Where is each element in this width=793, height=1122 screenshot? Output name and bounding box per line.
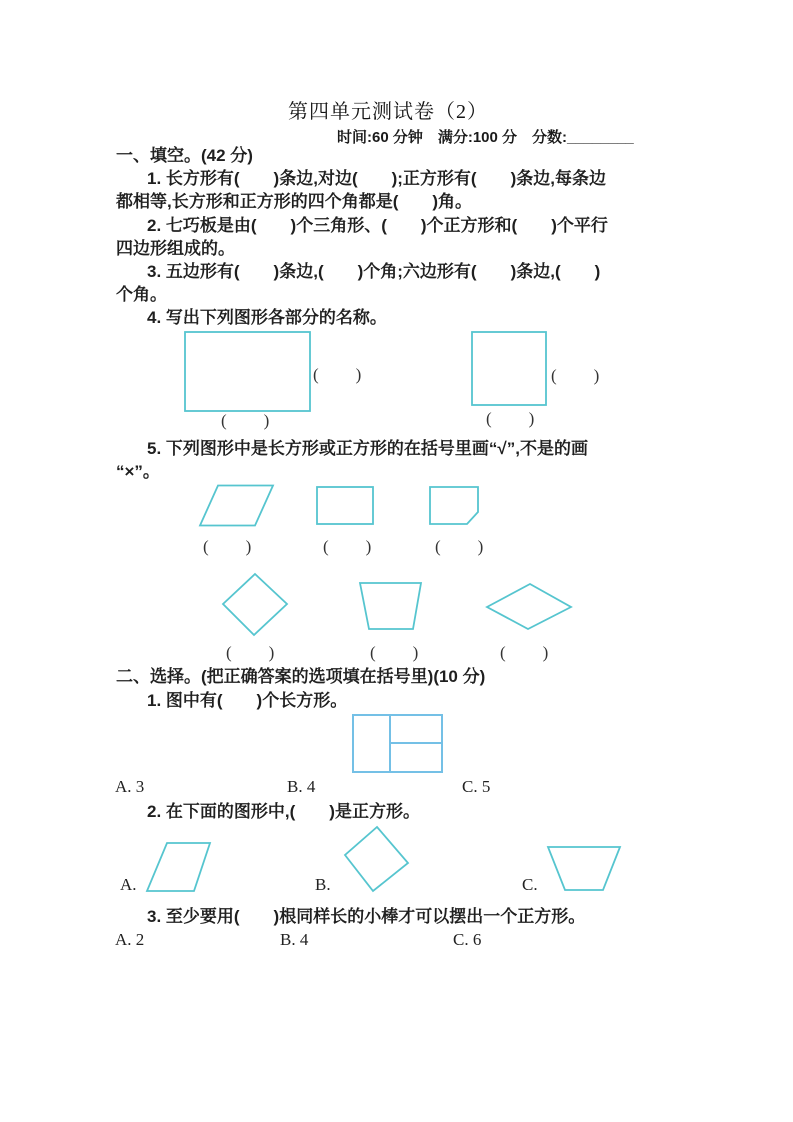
- answer-bracket: ( ): [435, 537, 485, 556]
- cut-corner-rectangle-figure: [429, 486, 480, 526]
- answer-bracket: ( ): [221, 411, 271, 430]
- s2-q2-label-b: B.: [315, 875, 331, 894]
- rectangle-figure: [184, 331, 311, 412]
- s2-q1-line: 1. 图中有( )个长方形。: [147, 691, 348, 710]
- answer-bracket: ( ): [551, 366, 601, 385]
- parallelogram-figure: [197, 484, 276, 528]
- s1-q4-line: 4. 写出下列图形各部分的名称。: [147, 308, 387, 327]
- square-figure: [471, 331, 547, 406]
- s1-q1-line2: 都相等,长方形和正方形的四个角都是( )角。: [116, 192, 473, 211]
- s2-q2-label-c: C.: [522, 875, 538, 894]
- s1-q2-line1: 2. 七巧板是由( )个三角形、( )个正方形和( )个平行: [147, 216, 608, 235]
- trapezoid-figure: [545, 844, 623, 893]
- s2-q1-option-b: B. 4: [287, 777, 316, 796]
- answer-bracket: ( ): [500, 643, 550, 662]
- diamond-figure: [221, 572, 290, 638]
- answer-bracket: ( ): [370, 643, 420, 662]
- s1-q3-line1: 3. 五边形有( )条边,( )个角;六边形有( )条边,( ): [147, 262, 601, 281]
- s2-q3-option-b: B. 4: [280, 930, 309, 949]
- s1-q2-line2: 四边形组成的。: [116, 239, 235, 258]
- s2-q2-label-a: A.: [120, 875, 137, 894]
- exam-meta-line: 时间:60 分钟 满分:100 分 分数:________: [337, 129, 634, 146]
- section1-heading: 一、填空。(42 分): [116, 146, 253, 165]
- s1-q1-line1: 1. 长方形有( )条边,对边( );正方形有( )条边,每条边: [147, 169, 606, 188]
- s2-q3-option-a: A. 2: [115, 930, 145, 949]
- s2-q3-option-c: C. 6: [453, 930, 482, 949]
- answer-bracket: ( ): [226, 643, 276, 662]
- s1-q5-line1: 5. 下列图形中是长方形或正方形的在括号里画“√”,不是的画: [147, 439, 588, 458]
- rhombus-figure: [484, 582, 574, 631]
- answer-bracket: ( ): [323, 537, 373, 556]
- answer-bracket: ( ): [203, 537, 253, 556]
- answer-bracket: ( ): [313, 365, 363, 384]
- page-title: 第四单元测试卷（2）: [288, 101, 488, 123]
- s1-q5-line2: “×”。: [116, 462, 160, 481]
- section2-heading: 二、选择。(把正确答案的选项填在括号里)(10 分): [116, 667, 486, 686]
- parallelogram-figure: [145, 841, 213, 894]
- answer-bracket: ( ): [486, 409, 536, 428]
- rectangle-figure: [316, 486, 375, 526]
- s2-q2-line: 2. 在下面的图形中,( )是正方形。: [147, 802, 420, 821]
- s2-q1-option-c: C. 5: [462, 777, 491, 796]
- s1-q3-line2: 个角。: [116, 285, 167, 304]
- s2-q3-line: 3. 至少要用( )根同样长的小棒才可以摆出一个正方形。: [147, 907, 586, 926]
- s2-q1-option-a: A. 3: [115, 777, 145, 796]
- trapezoid-figure: [356, 581, 424, 632]
- rotated-square-figure: [342, 825, 411, 894]
- divided-rectangle-figure: [352, 714, 444, 774]
